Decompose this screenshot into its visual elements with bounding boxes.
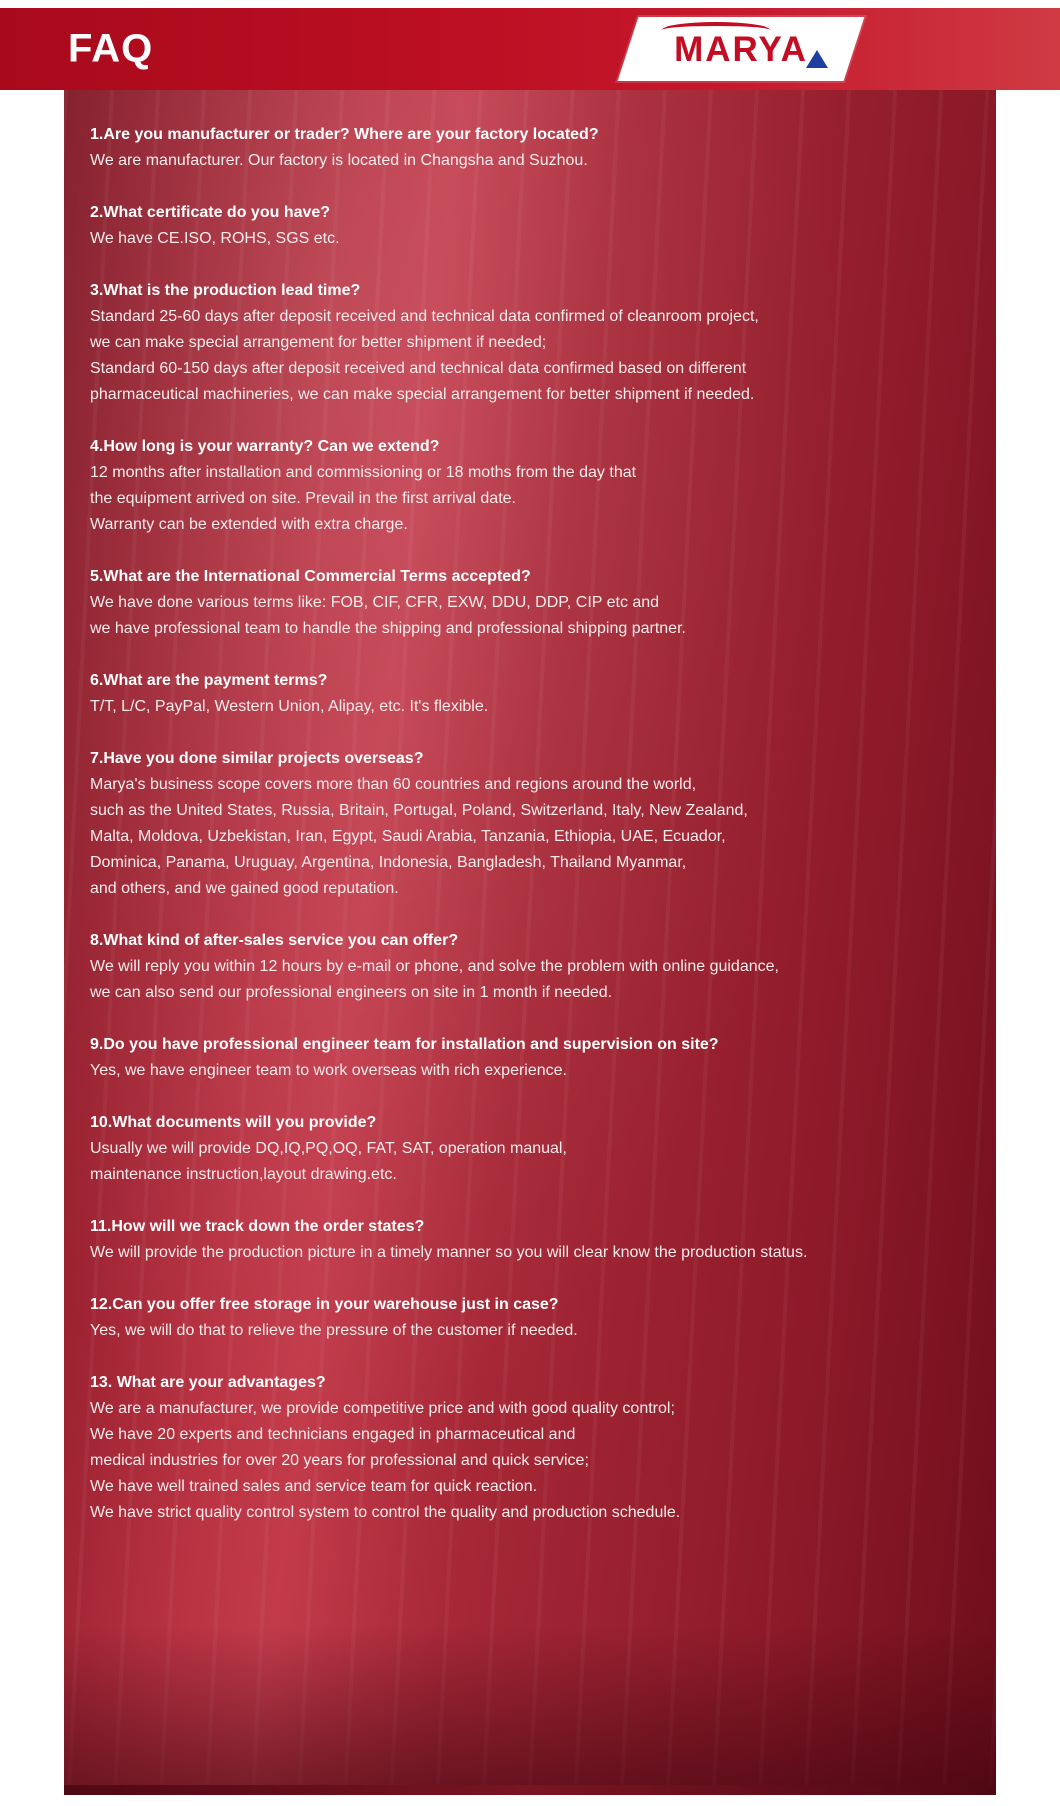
faq-question: 11.How will we track down the order states? — [90, 1218, 425, 1235]
faq-answer-line: Usually we will provide DQ,IQ,PQ,OQ, FAT, SAT, operation manual, — [90, 1140, 567, 1157]
faq-item — [90, 746, 970, 902]
faq-answer — [90, 954, 970, 1006]
faq-panel — [64, 90, 996, 1795]
faq-answer-line: We have done various terms like: FOB, CIF, CFR, EXW, DDU, DDP, CIP etc and — [90, 594, 660, 611]
faq-answer-line: we can make special arrangement for better shipment if needed; — [90, 334, 547, 351]
logo-triangle-icon — [806, 50, 828, 68]
faq-answer-line: Yes, we have engineer team to work overseas with rich experience. — [90, 1062, 567, 1079]
faq-question: 12.Can you offer free storage in your warehouse just in case? — [90, 1296, 559, 1313]
faq-answer — [90, 1058, 970, 1084]
faq-question: 2.What certificate do you have? — [90, 204, 331, 221]
faq-question: 5.What are the International Commercial Terms accepted? — [90, 568, 531, 585]
faq-answer-line: T/T, L/C, PayPal, Western Union, Alipay, etc. It's flexible. — [90, 698, 489, 715]
faq-question: 7.Have you done similar projects overseas? — [90, 750, 424, 767]
faq-question: 6.What are the payment terms? — [90, 672, 328, 689]
faq-answer — [90, 304, 970, 408]
faq-answer-line: we can also send our professional engineers on site in 1 month if needed. — [90, 984, 613, 1001]
faq-item — [90, 1370, 970, 1526]
faq-answer — [90, 148, 970, 174]
faq-answer — [90, 1136, 970, 1188]
faq-answer — [90, 694, 970, 720]
logo-text: MARYA — [674, 29, 808, 69]
faq-answer-line: 12 months after installation and commissioning or 18 moths from the day that — [90, 464, 637, 481]
faq-item — [90, 1292, 970, 1344]
faq-item — [90, 668, 970, 720]
faq-answer-line: We have CE.ISO, ROHS, SGS etc. — [90, 230, 340, 247]
faq-answer-line: Dominica, Panama, Uruguay, Argentina, Indonesia, Bangladesh, Thailand Myanmar, — [90, 854, 687, 871]
faq-answer-line: pharmaceutical machineries, we can make special arrangement for better shipment if needed. — [90, 386, 755, 403]
faq-item — [90, 1214, 970, 1266]
faq-item — [90, 564, 970, 642]
faq-item — [90, 928, 970, 1006]
marya-logo-inner — [628, 17, 854, 81]
faq-answer — [90, 590, 970, 642]
faq-answer-line: the equipment arrived on site. Prevail in the first arrival date. — [90, 490, 516, 507]
faq-answer-line: we have professional team to handle the shipping and professional shipping partner. — [90, 620, 686, 637]
faq-item — [90, 200, 970, 252]
faq-question: 8.What kind of after-sales service you can offer? — [90, 932, 459, 949]
faq-answer — [90, 1396, 970, 1526]
faq-question: 10.What documents will you provide? — [90, 1114, 377, 1131]
faq-item — [90, 1032, 970, 1084]
faq-answer — [90, 226, 970, 252]
faq-question: 13. What are your advantages? — [90, 1374, 326, 1391]
faq-answer-line: and others, and we gained good reputation. — [90, 880, 399, 897]
faq-answer-line: We have 20 experts and technicians engaged in pharmaceutical and — [90, 1426, 576, 1443]
header — [0, 8, 1060, 90]
faq-answer-line: We have strict quality control system to control the quality and production schedule. — [90, 1504, 681, 1521]
faq-answer-line: We are a manufacturer, we provide competitive price and with good quality control; — [90, 1400, 675, 1417]
faq-item — [90, 434, 970, 538]
faq-answer — [90, 1318, 970, 1344]
faq-question: 4.How long is your warranty? Can we extend? — [90, 438, 440, 455]
faq-answer-line: We have well trained sales and service team for quick reaction. — [90, 1478, 538, 1495]
faq-answer-line: We will provide the production picture in a timely manner so you will clear know the production status. — [90, 1244, 808, 1261]
faq-answer-line: We will reply you within 12 hours by e-mail or phone, and solve the problem with online guidance, — [90, 958, 779, 975]
faq-answer-line: Yes, we will do that to relieve the pressure of the customer if needed. — [90, 1322, 578, 1339]
faq-answer-line: medical industries for over 20 years for professional and quick service; — [90, 1452, 589, 1469]
page-title: FAQ — [68, 26, 154, 71]
faq-list — [64, 90, 996, 1526]
faq-item — [90, 122, 970, 174]
marya-logo — [618, 17, 865, 81]
faq-answer-line: Standard 60-150 days after deposit received and technical data confirmed based on different — [90, 360, 747, 377]
faq-answer-line: We are manufacturer. Our factory is located in Changsha and Suzhou. — [90, 152, 588, 169]
faq-question: 9.Do you have professional engineer team for installation and supervision on site? — [90, 1036, 719, 1053]
logo-swoosh-icon — [662, 22, 770, 38]
faq-item — [90, 278, 970, 408]
faq-answer-line: Warranty can be extended with extra charge. — [90, 516, 408, 533]
faq-answer-line: maintenance instruction,layout drawing.etc. — [90, 1166, 397, 1183]
faq-answer — [90, 1240, 970, 1266]
faq-answer-line: such as the United States, Russia, Britain, Portugal, Poland, Switzerland, Italy, New Zealand, — [90, 802, 748, 819]
faq-answer-line: Malta, Moldova, Uzbekistan, Iran, Egypt, Saudi Arabia, Tanzania, Ethiopia, UAE, Ecuador, — [90, 828, 726, 845]
faq-answer-line: Standard 25-60 days after deposit received and technical data confirmed of cleanroom project, — [90, 308, 759, 325]
faq-answer-line: Marya's business scope covers more than 60 countries and regions around the world, — [90, 776, 697, 793]
faq-question: 1.Are you manufacturer or trader? Where are your factory located? — [90, 126, 599, 143]
faq-item — [90, 1110, 970, 1188]
faq-answer — [90, 460, 970, 538]
faq-question: 3.What is the production lead time? — [90, 282, 361, 299]
faq-answer — [90, 772, 970, 902]
